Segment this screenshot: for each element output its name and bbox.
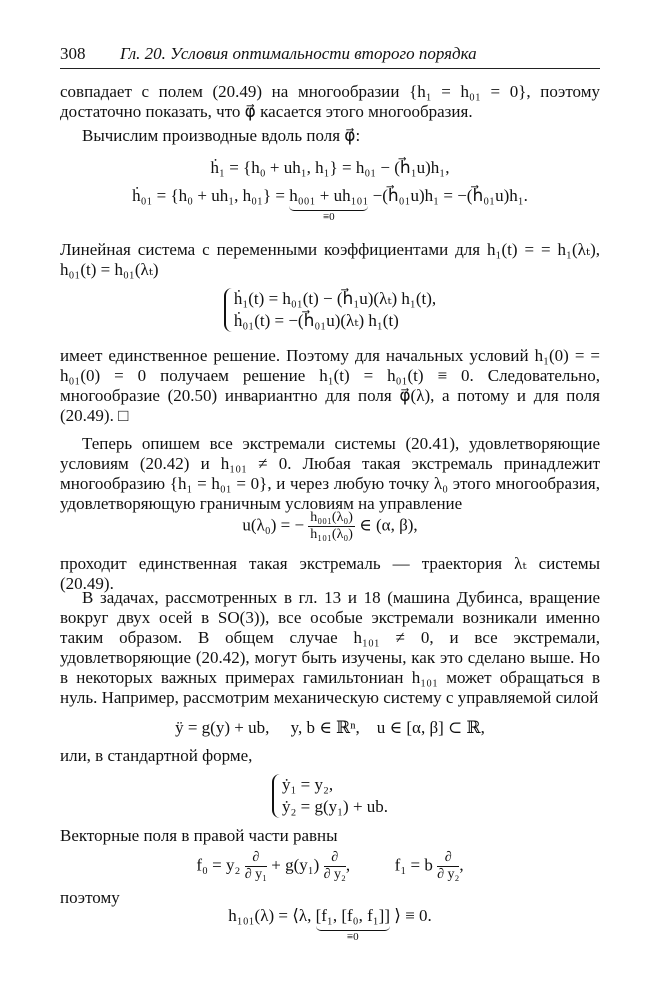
u-left: u(λ₀) = − <box>242 515 305 535</box>
paragraph-7: В задачах, рассмотренных в гл. 13 и 18 (машина Дубинса, вращение вокруг двух осей в SO(3)), все особые экстремали возникали именно таким образом. В общем случае h₁₀₁ ≠ 0, и все экстремали, удовлетворяющие (20.42), могут быть изучены, как это сделано выше. Но в некоторых важных примерах гамильтониан h₁₀₁ может обращаться в нуль. Например, рассмотрим механическую систему с управляемой силой <box>60 588 600 707</box>
eq2-brace-content: h₀₀₁ + uh₁₀₁ <box>289 186 369 205</box>
system-line-1: ḣ₁(t) = h₀₁(t) − (h⃗₁u)(λₜ) h₁(t), <box>233 289 437 308</box>
system-standard-form <box>60 774 600 818</box>
paragraph-4: имеет единственное решение. Поэтому для начальных условий h₁(0) = = h₀₁(0) = 0 получаем решение h₁(t) = h₀₁(t) ≡ 0. Следовательно, многообразие (20.50) инвариантно для поля φ⃗(λ), а потому и для поля (20.49). □ <box>60 346 600 425</box>
paragraph-1: совпадает с полем (20.49) на многообразии {h₁ = h₀₁ = 0}, поэтому достаточно показать, что φ⃗ касается этого многообразия. <box>60 82 600 121</box>
u-fraction <box>308 510 355 543</box>
f0-d-dy1 <box>245 850 267 883</box>
f0-d-den-1: ∂ y₁ <box>244 867 267 882</box>
equation-h101 <box>60 906 600 943</box>
h101-right: ⟩ ≡ 0. <box>394 906 432 925</box>
system2-line-1: ẏ₁ = y₂, <box>281 775 334 794</box>
equation-h1-dot: ḣ₁ = {h₀ + uh₁, h₁} = h₀₁ − (h⃗₁u)h₁, <box>210 158 450 177</box>
paragraph-10: поэтому <box>60 888 120 907</box>
running-header <box>60 44 600 69</box>
underbrace-label: ≡0 <box>322 211 335 223</box>
f0-comma: , <box>345 855 351 875</box>
paragraph-9: Векторные поля в правой части равны <box>60 826 338 845</box>
f1-d-num: ∂ <box>437 850 459 867</box>
eq2-right: −(h⃗₀₁u)h₁ = −(h⃗₀₁u)h₁. <box>372 186 528 205</box>
f1-left: f₁ = b <box>394 855 433 875</box>
f0-d-den-2: ∂ y₂ <box>323 867 346 882</box>
underbrace-h001 <box>289 186 368 223</box>
running-title: Гл. 20. Условия оптимальности второго порядка <box>120 44 477 63</box>
underbrace2-label: ≡0 <box>346 931 359 943</box>
page-number: 308 <box>60 44 86 63</box>
u-numerator: h₀₀₁(λ₀) <box>310 510 353 525</box>
u-right: ∈ (α, β), <box>359 515 418 535</box>
system-linear <box>60 288 600 332</box>
f1-comma: , <box>459 855 464 875</box>
equation-u-lambda0 <box>60 510 600 543</box>
f0-left: f₀ = y₂ <box>196 855 241 875</box>
system-brace <box>224 288 436 332</box>
paragraph-3: Линейная система с переменными коэффициентами для h₁(t) = = h₁(λₜ), h₀₁(t) = h₀₁(λₜ) <box>60 240 600 279</box>
f0-d-num-1: ∂ <box>245 850 267 867</box>
underbrace-bracket <box>316 906 390 943</box>
paragraph-2: Вычислим производные вдоль поля φ⃗: <box>82 126 361 145</box>
paragraph-8: или, в стандартной форме, <box>60 746 253 765</box>
equation-h01-dot <box>60 186 600 223</box>
eq2-left: ḣ₀₁ = {h₀ + uh₁, h₀₁} = <box>132 186 285 205</box>
f0-mid: + g(y₁) <box>271 855 320 875</box>
h101-left: h₁₀₁(λ) = ⟨λ, <box>228 906 312 925</box>
equation-mechanical: ÿ = g(y) + ub, y, b ∈ ℝⁿ, u ∈ [α, β] ⊂ ℝ, <box>175 718 485 737</box>
f1-d-dy2 <box>437 850 459 883</box>
equation-vector-fields <box>60 850 600 883</box>
f0-d-num-2: ∂ <box>324 850 346 867</box>
h101-brace-content: [f₁, [f₀, f₁]] <box>315 906 390 925</box>
f0-d-dy2 <box>324 850 346 883</box>
system2-brace <box>272 774 388 818</box>
paragraph-5: Теперь опишем все экстремали системы (20.41), удовлетворяющие условиям (20.42) и h₁₀₁ ≠ 0. Любая такая экстремаль принадлежит многообразию {h₁ = h₀₁ = 0}, и через любую точку λ₀ этого многообразия, удовлетворяющую граничным условиям на управление <box>60 434 600 513</box>
system2-line-2: ẏ₂ = g(y₁) + ub. <box>281 797 389 816</box>
u-denominator: h₁₀₁(λ₀) <box>310 527 353 542</box>
system-line-2: ḣ₀₁(t) = −(h⃗₀₁u)(λₜ) h₁(t) <box>233 311 399 330</box>
paragraph-6: проходит единственная такая экстремаль — траектория λₜ системы (20.49). <box>60 554 600 593</box>
f1-d-den: ∂ y₂ <box>437 867 460 882</box>
